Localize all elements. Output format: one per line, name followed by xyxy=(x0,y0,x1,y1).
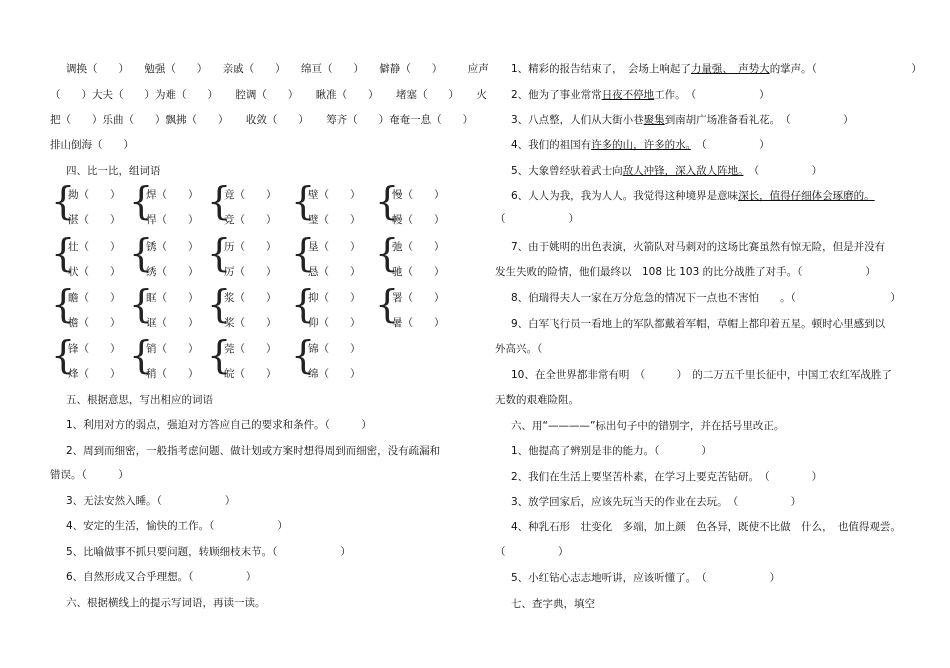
sec5-item-4: 4、安定的生活，愉快的工作。（ ） xyxy=(66,520,288,532)
pair-brace: { xyxy=(291,282,316,326)
pair-brace: { xyxy=(129,333,154,377)
pair-word: 绣（ ） xyxy=(146,266,199,278)
item-9b: 外高兴。（ xyxy=(495,343,543,355)
pair-brace: { xyxy=(375,282,400,326)
pair-brace: { xyxy=(51,231,76,275)
pair-brace: { xyxy=(291,179,316,223)
item-9a: 9、白军飞行员一看地上的军队都戴着军帽，草帽上都印着五星。顿时心里感到以 xyxy=(511,318,886,330)
item-blank[interactable]: （ ） xyxy=(690,139,770,151)
pair-word: 诓（ ） xyxy=(146,317,199,329)
pair-brace: { xyxy=(207,282,232,326)
item-blank[interactable]: 的掌声。（ ） xyxy=(769,63,922,75)
sec6b-item-2: 2、我们在生活上要坚苦朴素，在学习上要克苦钻研。 （ ） xyxy=(511,471,823,483)
item-text: 3、八点整，人们从大街小巷 xyxy=(511,114,644,126)
item-10b: 无数的艰难险阻。 xyxy=(495,394,579,406)
pair-word: 弛（ ） xyxy=(392,241,445,253)
sec5-item-5: 5、比喻做事不抓只要问题，转顾细枝末节。（ ） xyxy=(66,546,351,558)
pair-word: 暑（ ） xyxy=(392,317,445,329)
pair-word: 绵（ ） xyxy=(308,368,361,380)
pair-brace: { xyxy=(207,231,232,275)
pair-word: 悍（ ） xyxy=(146,214,199,226)
pair-word: 状（ ） xyxy=(68,266,121,278)
pair-brace: { xyxy=(291,333,316,377)
sec5-item-2: 2、周到而细密，一般指考虑问题、做计划或方案时想得周到而细密，没有疏漏和 xyxy=(66,445,441,457)
pair-word: 垦（ ） xyxy=(308,241,361,253)
pair-word: 稍（ ） xyxy=(146,368,199,380)
item-blank[interactable]: （ ） xyxy=(743,165,823,177)
pair-word: 璧（ ） xyxy=(308,214,361,226)
pair-word: 厉（ ） xyxy=(224,266,277,278)
item-text: 5、大象曾经驮着武士向 xyxy=(511,165,623,177)
item-text: 2、他为了事业常常 xyxy=(511,89,602,101)
sec6b-item-4-cont: （ ） xyxy=(495,546,569,558)
underlined-phrase: 敌人冲锋，深入敌人阵地。 xyxy=(622,165,744,177)
pair-brace: { xyxy=(291,231,316,275)
pair-word: 眶（ ） xyxy=(146,292,199,304)
pair-word: 莞（ ） xyxy=(224,343,277,355)
pair-word: 烽（ ） xyxy=(68,368,121,380)
item-text: 1、精彩的报告结束了， 会场上响起了 xyxy=(511,63,691,75)
pair-word: 仰（ ） xyxy=(308,317,361,329)
underlined-phrase: 力量强、 声势大 xyxy=(690,63,770,75)
pair-brace: { xyxy=(129,231,154,275)
pair-word: 浆（ ） xyxy=(224,292,277,304)
sec6b-item-5: 5、小红钻心志志地听讲，应该听懂了。 （ ） xyxy=(511,572,781,584)
pair-brace: { xyxy=(129,282,154,326)
pair-brace: { xyxy=(51,333,76,377)
rewrite-item xyxy=(511,88,770,102)
section-4-title: 四、比一比，组词语 xyxy=(66,165,161,177)
sec5-item-2-cont: 错误。（ ） xyxy=(50,469,129,481)
rewrite-item xyxy=(511,113,854,127)
pair-word: 署（ ） xyxy=(392,292,445,304)
pair-brace: { xyxy=(51,179,76,223)
pair-brace: { xyxy=(51,282,76,326)
item-6-cont: （ ） xyxy=(495,213,579,225)
polyphone-row-4: 排山倒海（ ） xyxy=(50,139,134,151)
item-blank[interactable]: 工作。 （ ） xyxy=(654,89,770,101)
pair-word: 壁（ ） xyxy=(308,189,361,201)
pair-word: 幔（ ） xyxy=(392,214,445,226)
pair-word: 竟（ ） xyxy=(224,189,277,201)
sec5-item-3: 3、无法安然入睡。（ ） xyxy=(66,495,236,507)
pair-word: 焊（ ） xyxy=(146,189,199,201)
underlined-phrase: 许多的山，许多的水。 xyxy=(591,139,691,151)
item-blank[interactable]: 到南胡广场准备看礼花。 （ ） xyxy=(664,114,854,126)
polyphone-row-3: 把（ ）乐曲（ ）飘拂（ ） 收敛（ ） 筹齐（ ）奄奄一息（ ） xyxy=(50,114,474,126)
rewrite-item xyxy=(511,164,822,178)
item-text: 6、人人为我，我为人人。我觉得这种境界是意味 xyxy=(511,190,739,202)
pair-word: 慢（ ） xyxy=(392,189,445,201)
pair-word: 驰（ ） xyxy=(392,266,445,278)
pair-word: 壮（ ） xyxy=(68,241,121,253)
pair-brace: { xyxy=(207,333,232,377)
section-6-title: 六、根据横线上的提示写词语，再读一读。 xyxy=(66,597,266,609)
pair-word: 锈（ ） xyxy=(146,241,199,253)
item-7b: 发生失败的险情，他们最终以 108 比 103 的比分战胜了对手。（ ） xyxy=(495,266,876,278)
pair-word: 恳（ ） xyxy=(308,266,361,278)
section-6b-title: 六、用“————”标出句子中的错别字，并在括号里改正。 xyxy=(511,420,785,432)
item-7a: 7、由于姚明的出色表演，火箭队对马刺对的这场比赛虽然有惊无险，但是并没有 xyxy=(511,241,886,253)
underlined-phrase: 日夜不停地 xyxy=(601,89,655,101)
pair-brace: { xyxy=(129,179,154,223)
pair-word: 锋（ ） xyxy=(68,343,121,355)
polyphone-row-2: （ ）大夫（ ）为难（ ） 腔调（ ） 瞅准（ ） 堵塞（ ） 火 xyxy=(50,89,487,101)
sec5-item-1: 1、利用对方的弱点，强迫对方答应自己的要求和条件。（ ） xyxy=(66,419,372,431)
pair-word: 皖（ ） xyxy=(224,368,277,380)
pair-word: 桨（ ） xyxy=(224,317,277,329)
underlined-phrase: 深长，值得仔细体会琢磨的。 xyxy=(738,190,875,202)
item-10a: 10、在全世界都非常有明 （ ） 的二万五千里长征中，中国工农红军战胜了 xyxy=(511,369,892,381)
rewrite-item xyxy=(511,62,922,76)
sec6b-item-1: 1、他提高了辨别是非的能力。（ ） xyxy=(511,445,712,457)
rewrite-item xyxy=(511,138,770,152)
section-7-title: 七、查字典，填空 xyxy=(511,598,595,610)
pair-word: 锦（ ） xyxy=(308,343,361,355)
polyphone-row-1: 调换（ ） 勉强（ ） 亲戚（ ） 绵亘（ ） 僻静（ ） 应声 xyxy=(66,63,489,75)
pair-word: 瞻（ ） xyxy=(68,292,121,304)
pair-brace: { xyxy=(375,231,400,275)
rewrite-item xyxy=(511,189,875,203)
pair-word: 湛（ ） xyxy=(68,214,121,226)
sec5-item-6: 6、自然形成又合乎理想。（ ） xyxy=(66,571,257,583)
pair-word: 销（ ） xyxy=(146,343,199,355)
pair-word: 檐（ ） xyxy=(68,317,121,329)
pair-word: 拗（ ） xyxy=(68,189,121,201)
item-8: 8、伯瑞得夫人一家在万分危急的情况下一点也不害怕 。（ ） xyxy=(511,292,901,304)
pair-word: 竞（ ） xyxy=(224,214,277,226)
pair-word: 抑（ ） xyxy=(308,292,361,304)
sec6b-item-4: 4、种乳石形 壮变化 多端，加上颜 色各异，既使不比做 什么， 也值得观尝。 xyxy=(511,521,901,533)
pair-word: 历（ ） xyxy=(224,241,277,253)
pair-brace: { xyxy=(375,179,400,223)
sec6b-item-3: 3、放学回家后，应该先玩当天的作业在去玩。 （ ） xyxy=(511,496,802,508)
item-text: 4、我们的祖国有 xyxy=(511,139,592,151)
section-5-title: 五、根据意思，写出相应的词语 xyxy=(66,394,213,406)
pair-brace: { xyxy=(207,179,232,223)
underlined-phrase: 聚集 xyxy=(643,114,665,126)
